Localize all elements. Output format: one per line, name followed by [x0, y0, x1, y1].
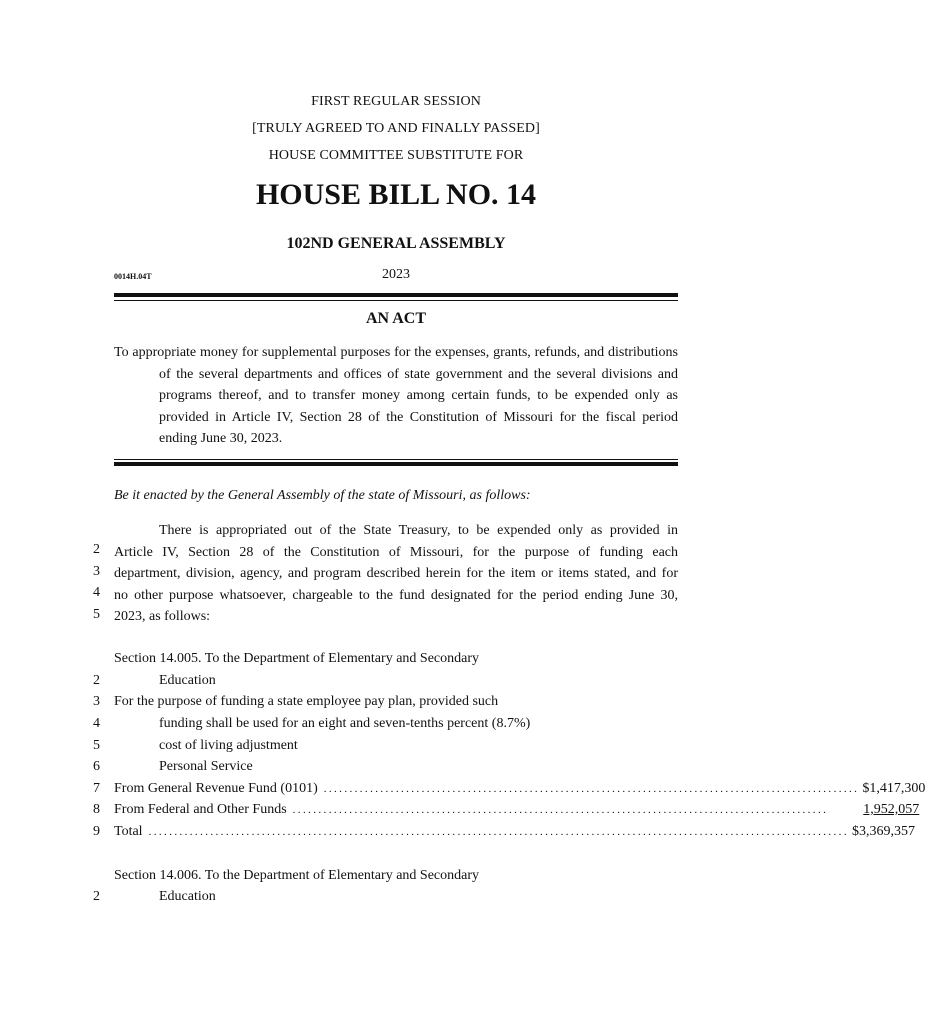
line-number: 2: [93, 673, 100, 688]
substitute-label: HOUSE COMMITTEE SUBSTITUTE FOR: [268, 148, 524, 163]
fund-amount: 1,952,057: [863, 802, 920, 817]
leader-dots: ........................................................................................................: [323, 783, 860, 795]
passage-status: [TRULY AGREED TO AND FINALLY PASSED]: [252, 121, 540, 136]
bottom-rule-thin: [114, 459, 678, 460]
line-number: 5: [93, 607, 100, 622]
line-number: 3: [93, 694, 100, 709]
section-14-005-purpose: For the purpose of funding a state employee pay plan, provided such: [114, 694, 499, 709]
total-amount: $3,369,357: [851, 824, 915, 839]
section-14-005-heading: Section 14.005. To the Department of Elementary and Secondary: [114, 651, 479, 666]
section-14-006-heading-cont: Education: [159, 889, 216, 904]
line-number: 9: [93, 824, 100, 839]
leader-dots: ........................................................................................................: [292, 804, 829, 816]
intro-line: Article IV, Section 28 of the Constitution of Missouri, for the purpose of funding each: [114, 544, 678, 560]
enacting-clause: Be it enacted by the General Assembly of the state of Missouri, as follows:: [114, 488, 531, 503]
section-14-005-heading-cont: Education: [159, 673, 216, 688]
act-description: To appropriate money for supplemental purposes for the expenses, grants, refunds, and distributions of the several departments and offices of state government and the several divisions and programs thereof, and to transfer money among certain funds, to be expended only as provided in Article IV, Section 28 of the Constitution of Missouri for the fiscal period ending June 30, 2023.: [114, 345, 678, 446]
line-number: 2: [93, 542, 100, 557]
intro-line: no other purpose whatsoever, chargeable to the fund designated for the period ending June 30,: [114, 587, 678, 603]
session-label: FIRST REGULAR SESSION: [311, 94, 481, 109]
fund-amount: $1,417,300: [862, 781, 925, 796]
line-number: 6: [93, 759, 100, 774]
total-label: Total: [114, 824, 143, 839]
section-14-005-purpose: cost of living adjustment: [159, 738, 298, 753]
line-number: 2: [93, 889, 100, 904]
line-number: 3: [93, 564, 100, 579]
general-assembly: 102ND GENERAL ASSEMBLY: [286, 235, 506, 252]
fund-row-federal-other: [114, 802, 920, 818]
session-year: 2023: [382, 267, 410, 282]
line-number: 4: [93, 716, 100, 731]
fund-row-general-revenue: [114, 781, 925, 797]
section-14-005-purpose: funding shall be used for an eight and seven-tenths percent (8.7%): [159, 716, 531, 731]
top-rule-thin: [114, 300, 678, 301]
line-number: 7: [93, 781, 100, 796]
top-rule-thick: [114, 293, 678, 297]
intro-paragraph: [114, 520, 678, 628]
leader-dots: ........................................................................................................................................: [148, 826, 849, 838]
line-number: 4: [93, 585, 100, 600]
bottom-rule-thick: [114, 462, 678, 466]
intro-line: 2023, as follows:: [114, 609, 211, 624]
line-number: 5: [93, 738, 100, 753]
intro-line: department, division, agency, and program described herein for the item or items stated, and for: [114, 566, 678, 581]
intro-line: There is appropriated out of the State Treasury, to be expended only as provided in: [159, 523, 678, 538]
document-code: 0014H.04T: [114, 272, 152, 281]
bill-title: HOUSE BILL NO. 14: [255, 178, 537, 211]
section-14-006-heading: Section 14.006. To the Department of Elementary and Secondary: [114, 868, 479, 883]
line-number: 8: [93, 802, 100, 817]
section-14-005-category: Personal Service: [159, 759, 253, 774]
an-act-heading: AN ACT: [365, 310, 426, 327]
fund-label: From Federal and Other Funds: [114, 802, 287, 817]
fund-row-total: [114, 824, 915, 840]
fund-label: From General Revenue Fund (0101): [114, 781, 318, 796]
